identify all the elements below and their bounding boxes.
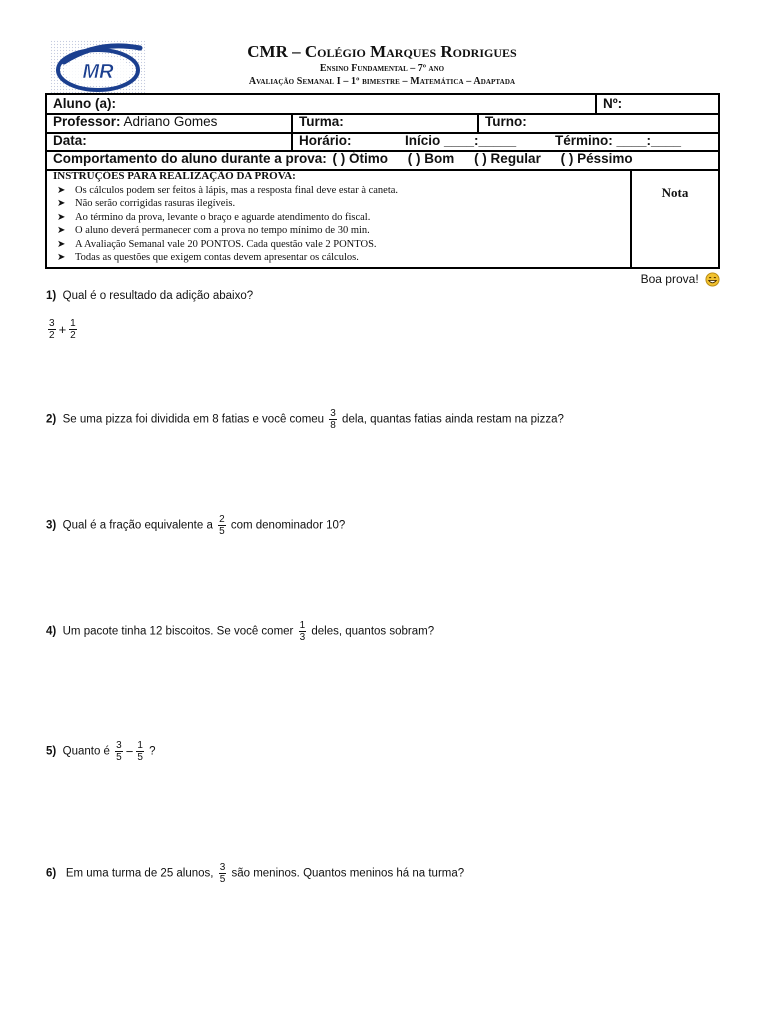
- grade-box[interactable]: [630, 169, 718, 267]
- teacher-value: Adriano Gomes: [120, 114, 218, 129]
- row-behavior: [47, 150, 718, 171]
- question-number: 2): [46, 413, 57, 426]
- fraction: [48, 318, 56, 341]
- numerator: 3: [49, 318, 55, 329]
- class-field[interactable]: [291, 113, 477, 132]
- shift-field[interactable]: [477, 113, 718, 132]
- teacher-label: Professor:: [53, 114, 121, 129]
- question-text: Um pacote tinha 12 biscoitos. Se você comer: [62, 625, 294, 638]
- instructions: [47, 169, 630, 267]
- question-number: 4): [46, 625, 57, 638]
- question-text: deles, quantos sobram?: [311, 625, 435, 638]
- denominator: 2: [70, 330, 76, 341]
- numerator: 1: [70, 318, 76, 329]
- instruction-text: A Avaliação Semanal vale 20 PONTOS. Cada questão vale 2 PONTOS.: [75, 238, 377, 250]
- fraction: [218, 514, 226, 537]
- school-dash: –: [287, 42, 305, 61]
- end-time-label: Término: ____:____: [555, 133, 682, 148]
- arrow-bullet-icon: ➤: [57, 198, 66, 209]
- denominator: 2: [49, 330, 55, 341]
- plus-operator: +: [58, 322, 67, 337]
- fraction: [219, 862, 227, 885]
- numerator: 1: [299, 620, 306, 631]
- instruction-text: Ao término da prova, levante o braço e aguarde atendimento do fiscal.: [75, 211, 371, 223]
- question-text: ?: [149, 745, 156, 758]
- date-field[interactable]: [47, 132, 291, 150]
- arrow-bullet-icon: ➤: [57, 238, 66, 250]
- behavior-field: [47, 150, 718, 169]
- denominator: 3: [299, 632, 306, 643]
- question-text: Se uma pizza foi dividida em 8 fatias e você comeu: [62, 413, 325, 426]
- instruction-item: [53, 238, 630, 252]
- question-number: 5): [46, 745, 57, 758]
- school-title: [150, 42, 614, 62]
- arrow-bullet-icon: ➤: [57, 211, 66, 223]
- arrow-bullet-icon: ➤: [57, 184, 66, 196]
- fraction: [115, 740, 123, 763]
- row-student: [47, 95, 718, 115]
- instructions-title: INSTRUÇÕES PARA REALIZAÇÃO DA PROVA:: [53, 170, 296, 182]
- behavior-option-otimo[interactable]: ( ) Ótimo: [332, 151, 389, 166]
- instruction-item: [53, 211, 630, 225]
- good-luck-text: Boa prova!: [640, 272, 699, 286]
- question-text: Qual é o resultado da adição abaixo?: [62, 290, 254, 302]
- behavior-option-pessimo[interactable]: ( ) Péssimo: [560, 151, 633, 166]
- question-number: 6): [46, 867, 57, 880]
- fraction: [329, 408, 337, 431]
- instruction-item: [53, 184, 630, 198]
- question-1-expression: [46, 318, 79, 341]
- school-name: Colégio Marques Rodrigues: [304, 42, 517, 61]
- date-label: Data:: [53, 133, 87, 148]
- number-label: Nº:: [603, 96, 623, 111]
- behavior-option-regular[interactable]: ( ) Regular: [474, 151, 541, 166]
- logo-text: MR: [82, 61, 114, 83]
- behavior-option-bom[interactable]: ( ) Bom: [407, 151, 455, 166]
- numerator: 3: [330, 408, 336, 419]
- instruction-item: [53, 251, 630, 265]
- instructions-list: [53, 184, 630, 265]
- denominator: 8: [330, 420, 336, 431]
- denominator: 5: [219, 526, 225, 537]
- number-field[interactable]: [595, 95, 718, 113]
- time-field[interactable]: [291, 132, 718, 150]
- shift-label: Turno:: [485, 114, 527, 129]
- question-text: Qual é a fração equivalente a: [62, 519, 213, 532]
- school-logo: [50, 40, 146, 94]
- numerator: 3: [219, 862, 226, 873]
- instruction-item: [53, 224, 630, 238]
- question-number: 3): [46, 519, 57, 532]
- grade-label: Nota: [661, 185, 689, 200]
- row-teacher: [47, 113, 718, 134]
- instruction-text: Os cálculos podem ser feitos à lápis, mas a resposta final deve estar à caneta.: [75, 184, 399, 196]
- student-label: Aluno (a):: [53, 96, 116, 111]
- behavior-label: Comportamento do aluno durante a prova:: [53, 151, 327, 166]
- fraction: [136, 740, 144, 763]
- instruction-text: Não serão corrigidas rasuras ilegíveis.: [75, 198, 236, 209]
- question-text: Em uma turma de 25 alunos,: [65, 867, 214, 880]
- numerator: 1: [137, 740, 143, 751]
- question-1: [46, 288, 253, 304]
- fraction: [299, 620, 307, 643]
- question-5: [46, 740, 155, 763]
- numerator: 3: [116, 740, 122, 751]
- minus-operator: −: [125, 743, 134, 759]
- student-field[interactable]: [47, 95, 595, 113]
- question-3: [46, 514, 345, 537]
- denominator: 5: [116, 752, 122, 763]
- instruction-text: Todas as questões que exigem contas devem apresentar os cálculos.: [75, 252, 359, 263]
- arrow-bullet-icon: ➤: [57, 252, 66, 263]
- start-time-label: Início ____:_____: [405, 133, 517, 148]
- smiley-icon: [705, 272, 720, 287]
- instruction-item: [53, 197, 630, 211]
- question-6: [46, 862, 464, 885]
- question-text: são meninos. Quantos meninos há na turma?: [231, 867, 465, 880]
- numerator: 2: [219, 514, 225, 525]
- row-date: [47, 132, 718, 152]
- teacher-field: [47, 113, 291, 132]
- instruction-text: O aluno deverá permanecer com a prova no tempo mínimo de 30 min.: [75, 225, 370, 236]
- exam-title: Avaliação Semanal I – 1º bimestre – Matemática – Adaptada: [248, 76, 516, 87]
- denominator: 5: [137, 752, 143, 763]
- question-text: Quanto é: [62, 745, 110, 758]
- question-2: [46, 408, 564, 431]
- time-label: Horário:: [299, 133, 352, 148]
- question-text: com denominador 10?: [230, 519, 346, 532]
- school-abbr: CMR: [247, 42, 288, 61]
- question-text: dela, quantas fatias ainda restam na pizza?: [342, 413, 564, 426]
- fraction: [69, 318, 77, 341]
- arrow-bullet-icon: ➤: [57, 225, 66, 236]
- question-number: 1): [46, 290, 57, 302]
- question-4: [46, 620, 434, 643]
- grade-level: Ensino Fundamental – 7º ano: [319, 63, 445, 74]
- class-label: Turma:: [299, 114, 344, 129]
- student-info-box: [45, 93, 720, 269]
- good-luck-note: [641, 271, 720, 287]
- denominator: 5: [219, 874, 226, 885]
